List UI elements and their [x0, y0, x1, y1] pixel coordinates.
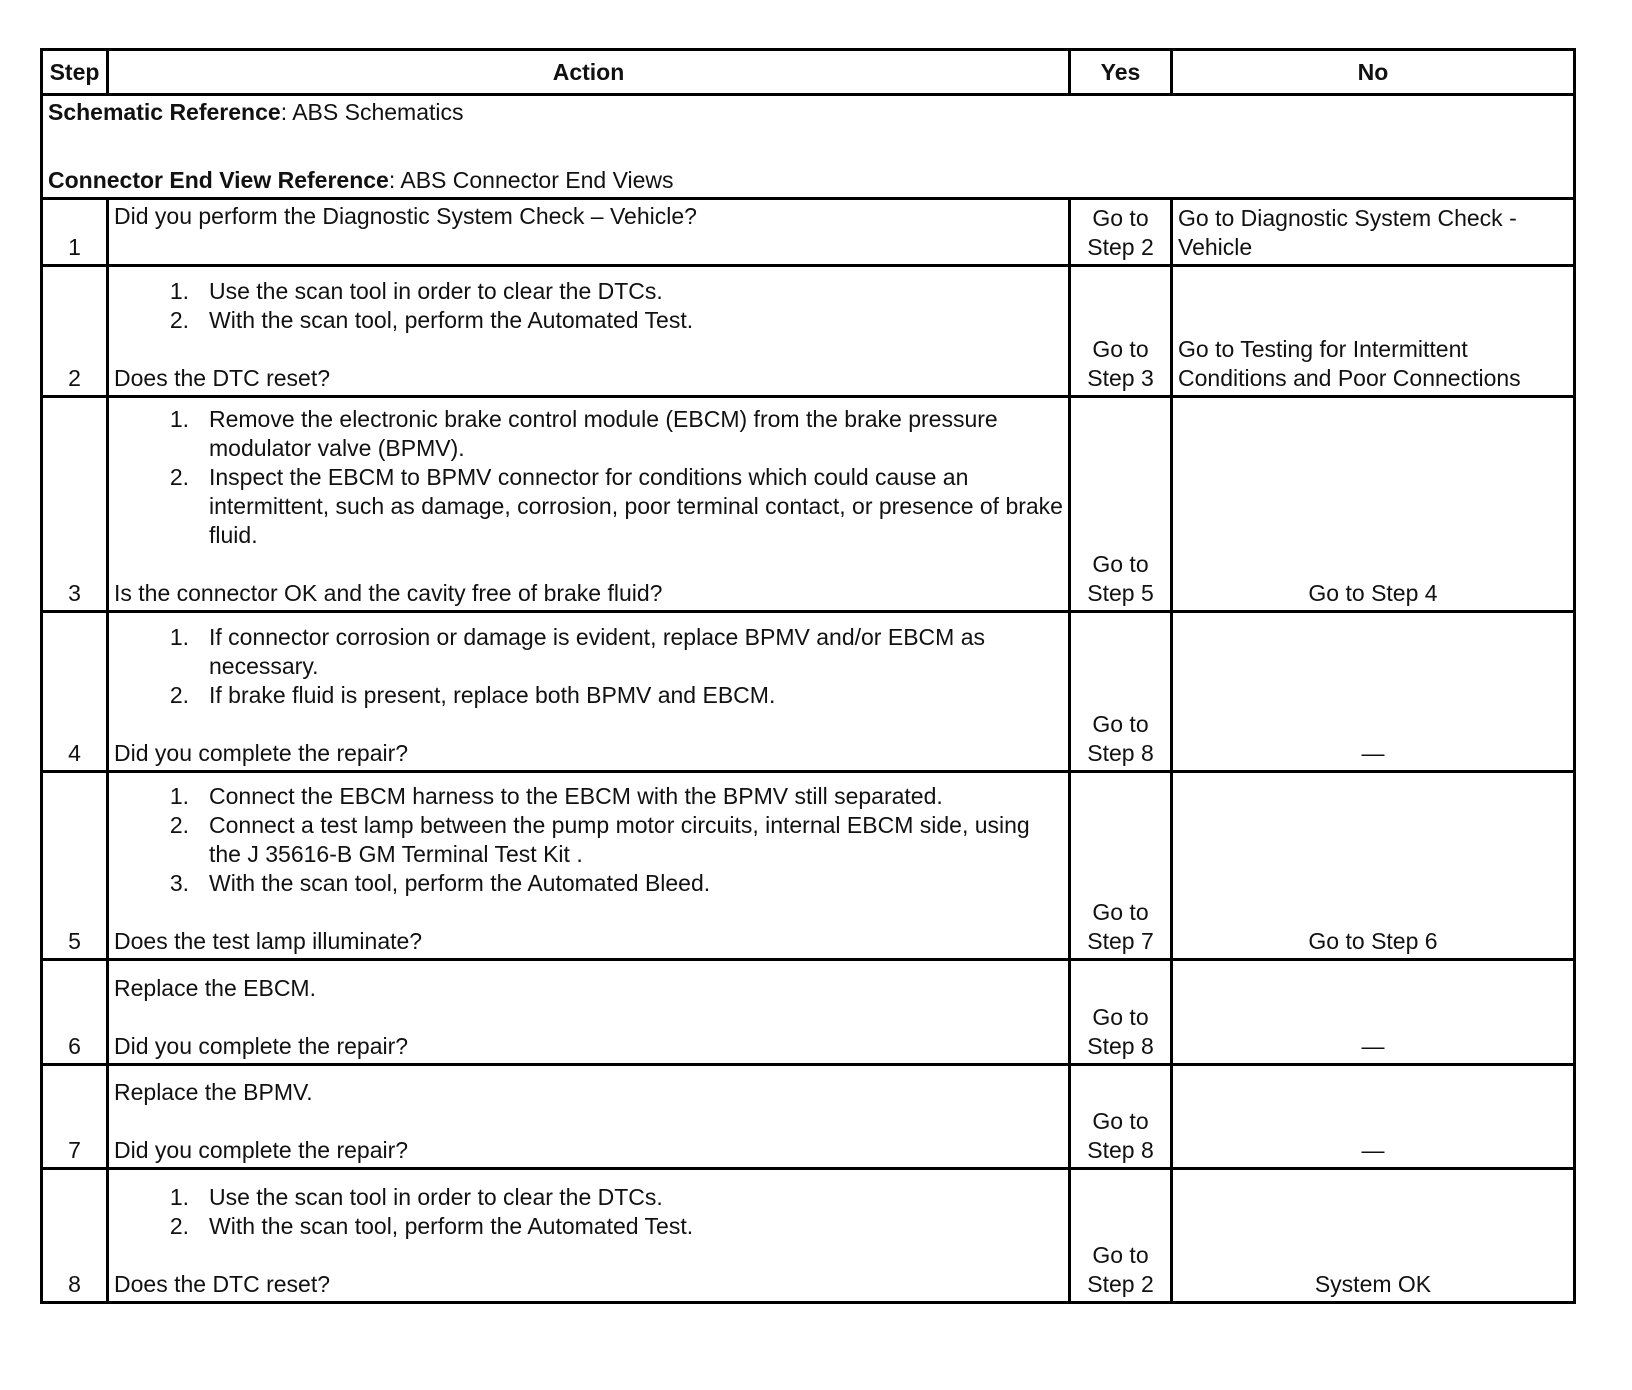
header-row — [42, 50, 1575, 95]
list-item: 2. If brake fluid is present, replace both BPMV and EBCM. — [169, 682, 776, 708]
yes-line: Go to — [1092, 205, 1149, 231]
step-number: 8 — [42, 1169, 108, 1303]
action-question: Did you complete the repair? — [114, 1137, 409, 1163]
schematic-reference-value: : ABS Schematics — [280, 99, 464, 125]
connector-reference-value: : ABS Connector End Views — [388, 167, 674, 193]
no-cell: System OK — [1172, 1169, 1575, 1303]
table-row — [42, 1169, 1575, 1303]
action-cell — [108, 1065, 1070, 1169]
yes-line: Step 7 — [1087, 928, 1154, 954]
step-number: 7 — [42, 1065, 108, 1169]
action-instruction: Replace the EBCM. — [114, 975, 316, 1001]
header-action: Action — [108, 50, 1070, 95]
reference-row — [42, 95, 1575, 199]
action-question: Is the connector OK and the cavity free of brake fluid? — [114, 580, 663, 606]
action-steps-list — [114, 782, 1063, 898]
yes-line: Step 3 — [1087, 365, 1154, 391]
yes-cell — [1070, 266, 1172, 397]
action-question: Does the DTC reset? — [114, 1271, 331, 1297]
yes-line: Step 2 — [1087, 1271, 1154, 1297]
action-steps-list — [114, 1183, 1063, 1241]
yes-line: Go to — [1092, 336, 1149, 362]
yes-line: Go to — [1092, 899, 1149, 925]
action-steps-list — [114, 623, 1063, 710]
step-number: 4 — [42, 612, 108, 772]
no-cell — [1172, 199, 1575, 266]
yes-cell — [1070, 397, 1172, 612]
list-item: 1. Connect the EBCM harness to the EBCM with the BPMV still separated. — [169, 783, 943, 809]
action-instruction: Replace the BPMV. — [114, 1079, 313, 1105]
reference-cell — [42, 95, 1575, 199]
yes-line: Step 8 — [1087, 740, 1154, 766]
step-number: 6 — [42, 960, 108, 1065]
schematic-reference — [48, 98, 1568, 127]
header-no: No — [1172, 50, 1575, 95]
schematic-reference-label: Schematic Reference — [48, 99, 281, 125]
action-steps-list — [114, 277, 1063, 335]
yes-line: Step 8 — [1087, 1033, 1154, 1059]
yes-cell — [1070, 199, 1172, 266]
table-row — [42, 199, 1575, 266]
action-steps-list — [114, 405, 1063, 550]
table-row — [42, 960, 1575, 1065]
yes-line: Go to — [1092, 1242, 1149, 1268]
connector-reference — [48, 166, 1568, 195]
no-cell — [1172, 266, 1575, 397]
table-row — [42, 612, 1575, 772]
yes-cell — [1070, 960, 1172, 1065]
yes-cell — [1070, 612, 1172, 772]
yes-line: Step 5 — [1087, 580, 1154, 606]
yes-cell — [1070, 1169, 1172, 1303]
no-line: Go to Testing for Intermittent — [1178, 336, 1468, 362]
table-row — [42, 266, 1575, 397]
no-cell: Go to Step 6 — [1172, 772, 1575, 960]
action-cell — [108, 612, 1070, 772]
step-number: 5 — [42, 772, 108, 960]
action-cell — [108, 772, 1070, 960]
list-item: 2. Inspect the EBCM to BPMV connector for conditions which could cause an intermittent, such as damage, corrosion, poor terminal contact, or presence of brake fluid. — [169, 464, 1063, 548]
list-item: 2. Connect a test lamp between the pump motor circuits, internal EBCM side, using the J 35616-B GM Terminal Test Kit . — [169, 812, 1030, 867]
action-question: Does the test lamp illuminate? — [114, 928, 423, 954]
list-item: 1. Use the scan tool in order to clear the DTCs. — [169, 278, 663, 304]
list-item: 1. Remove the electronic brake control module (EBCM) from the brake pressure modulator valve (BPMV). — [169, 406, 998, 461]
list-item: 1. If connector corrosion or damage is evident, replace BPMV and/or EBCM as necessary. — [169, 624, 985, 679]
diagnostic-table — [40, 48, 1576, 1304]
list-item: 1. Use the scan tool in order to clear the DTCs. — [169, 1184, 663, 1210]
no-line: Vehicle — [1178, 234, 1253, 260]
yes-line: Step 8 — [1087, 1137, 1154, 1163]
no-line: Conditions and Poor Connections — [1178, 365, 1521, 391]
action-question: Did you perform the Diagnostic System Check – Vehicle? — [114, 203, 697, 229]
list-item: 3. With the scan tool, perform the Automated Bleed. — [169, 870, 711, 896]
no-cell: — — [1172, 960, 1575, 1065]
action-cell — [108, 199, 1070, 266]
header-step: Step — [42, 50, 108, 95]
connector-reference-label: Connector End View Reference — [48, 167, 389, 193]
no-line: Go to Diagnostic System Check - — [1178, 205, 1517, 231]
list-item: 2. With the scan tool, perform the Automated Test. — [169, 1213, 694, 1239]
no-cell: — — [1172, 1065, 1575, 1169]
action-question: Did you complete the repair? — [114, 740, 409, 766]
action-question: Does the DTC reset? — [114, 365, 331, 391]
yes-line: Step 2 — [1087, 234, 1154, 260]
list-item: 2. With the scan tool, perform the Automated Test. — [169, 307, 694, 333]
action-cell — [108, 397, 1070, 612]
table-row — [42, 1065, 1575, 1169]
action-cell — [108, 1169, 1070, 1303]
no-cell: — — [1172, 612, 1575, 772]
step-number: 3 — [42, 397, 108, 612]
yes-line: Go to — [1092, 1004, 1149, 1030]
table-row — [42, 772, 1575, 960]
yes-line: Go to — [1092, 1108, 1149, 1134]
step-number: 2 — [42, 266, 108, 397]
action-question: Did you complete the repair? — [114, 1033, 409, 1059]
no-cell: Go to Step 4 — [1172, 397, 1575, 612]
step-number: 1 — [42, 199, 108, 266]
action-cell — [108, 266, 1070, 397]
action-cell — [108, 960, 1070, 1065]
yes-cell — [1070, 1065, 1172, 1169]
table-row — [42, 397, 1575, 612]
yes-line: Go to — [1092, 711, 1149, 737]
yes-line: Go to — [1092, 551, 1149, 577]
yes-cell — [1070, 772, 1172, 960]
header-yes: Yes — [1070, 50, 1172, 95]
